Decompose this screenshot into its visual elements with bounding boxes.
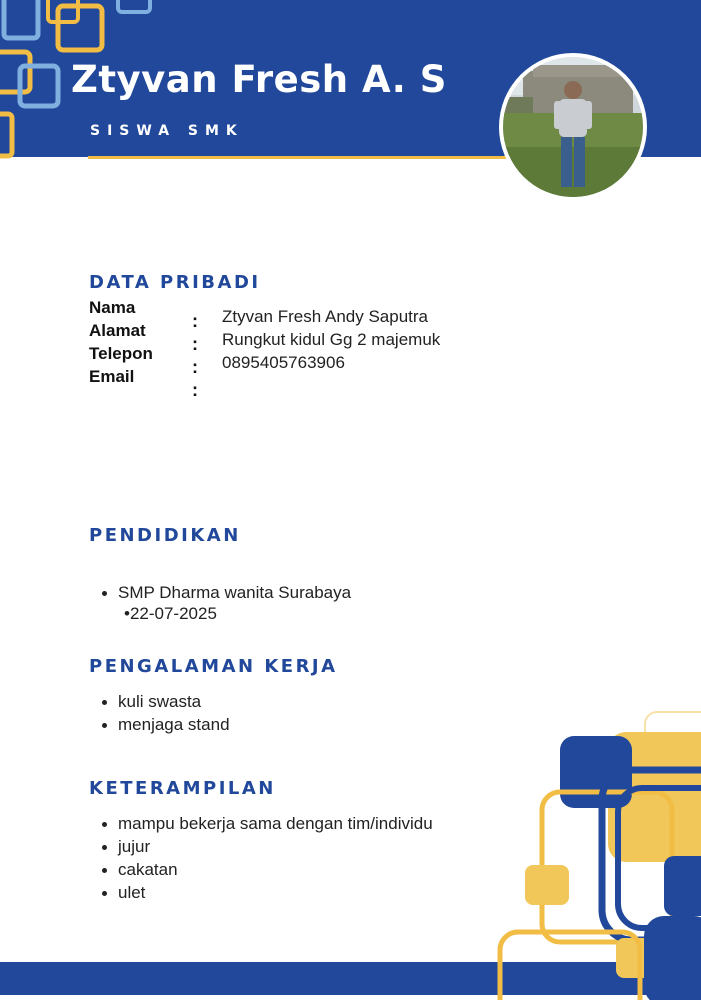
- colon-name: :: [192, 311, 198, 331]
- colon-email: :: [192, 380, 198, 400]
- skills-list: [101, 812, 433, 904]
- education-date: •22-07-2025: [124, 604, 217, 623]
- resume-name: Ztyvan Fresh A. S: [71, 58, 447, 101]
- value-name: Ztyvan Fresh Andy Saputra: [222, 307, 428, 326]
- list-item: cakatan: [101, 858, 433, 881]
- colon-address: :: [192, 334, 198, 354]
- value-address: Rungkut kidul Gg 2 majemuk: [222, 330, 441, 349]
- education-list: [101, 581, 351, 604]
- list-item: ulet: [101, 881, 433, 904]
- decorative-squares-bottom-right: [490, 700, 701, 1000]
- list-item: jujur: [101, 835, 433, 858]
- section-heading-education: PENDIDIKAN: [89, 525, 241, 546]
- label-phone: Telepon: [89, 344, 153, 363]
- list-item: kuli swasta: [101, 690, 230, 713]
- experience-list: [101, 690, 230, 736]
- list-item: menjaga stand: [101, 713, 230, 736]
- value-phone: 0895405763906: [222, 353, 345, 372]
- resume-role: SISWA SMK: [90, 123, 244, 139]
- label-address: Alamat: [89, 321, 146, 340]
- list-item: SMP Dharma wanita Surabaya: [101, 581, 351, 604]
- section-heading-experience: PENGALAMAN KERJA: [89, 656, 338, 677]
- section-heading-skills: KETERAMPILAN: [89, 778, 276, 799]
- colon-phone: :: [192, 357, 198, 377]
- section-heading-personal: DATA PRIBADI: [89, 272, 261, 293]
- label-email: Email: [89, 367, 135, 386]
- profile-photo: [503, 57, 643, 197]
- header-divider: [88, 156, 513, 159]
- list-item: mampu bekerja sama dengan tim/individu: [101, 812, 433, 835]
- label-name: Nama: [89, 298, 136, 317]
